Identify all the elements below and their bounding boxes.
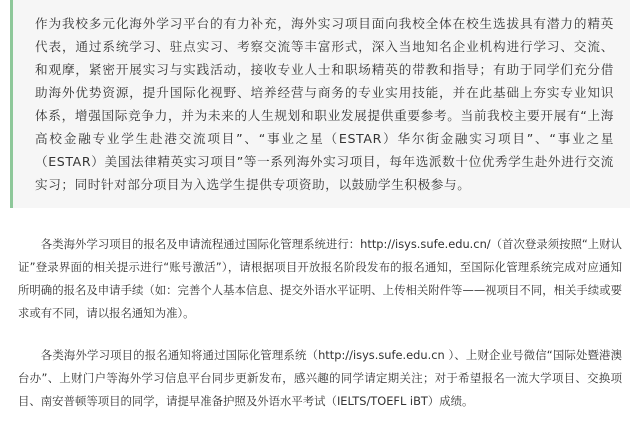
application-process-paragraph: 各类海外学习项目的报名及申请流程通过国际化管理系统进行：http://isys.sufe.edu.cn/（首次登录须按照“上财认证”登录界面的相关提示进行“账号激活”），请根据项目开放报名阶段发布的报名通知，至国际化管理系统完成对应通知所明确的报名及申请手续（如：完善个人基本信息、提交外语水平证明、上传相关附件等——视项目不同，相关手续或要求或有不同，请以报名通知为准）。 [18,237,622,320]
intro-callout-box [10,0,630,208]
intro-callout-text: 作为我校多元化海外学习平台的有力补充，海外实习项目面向我校全体在校生选拔具有潜力的精英代表，通过系统学习、驻点实习、考察交流等丰富形式，深入当地知名企业机构进行学习、交流、和观摩，紧密开展实习与实践活动，接收专业人士和职场精英的带教和指导；有助于同学们充分借助海外优势资源，提升国际化视野、培养经营与商务的专业实用技能，并在此基础上夯实专业知识体系，增强国际竞争力，并为未来的人生规划和职业发展提供重要参考。当前我校主要开展有“上海高校金融专业学生赴港交流项目”、“事业之星（ESTAR）华尔街金融实习项目”、“事业之星（ESTAR）美国法律精英实习项目”等一系列海外实习项目，每年选派数十位优秀学生赴外进行交流实习；同时针对部分项目为入选学生提供专项资助，以鼓励学生积极参与。 [35,16,614,192]
notification-channels-paragraph: 各类海外学习项目的报名通知将通过国际化管理系统（http://isys.sufe.edu.cn ）、上财企业号微信“国际处暨港澳台办”、上财门户等海外学习信息平台同步更新发布，感兴趣的同学请定期关注；对于希望报名一流大学项目、交换项目、南安普顿等项目的同学，请提早准备护照及外语水平考试（IELTS/TOEFL iBT）成绩。 [18,348,622,408]
